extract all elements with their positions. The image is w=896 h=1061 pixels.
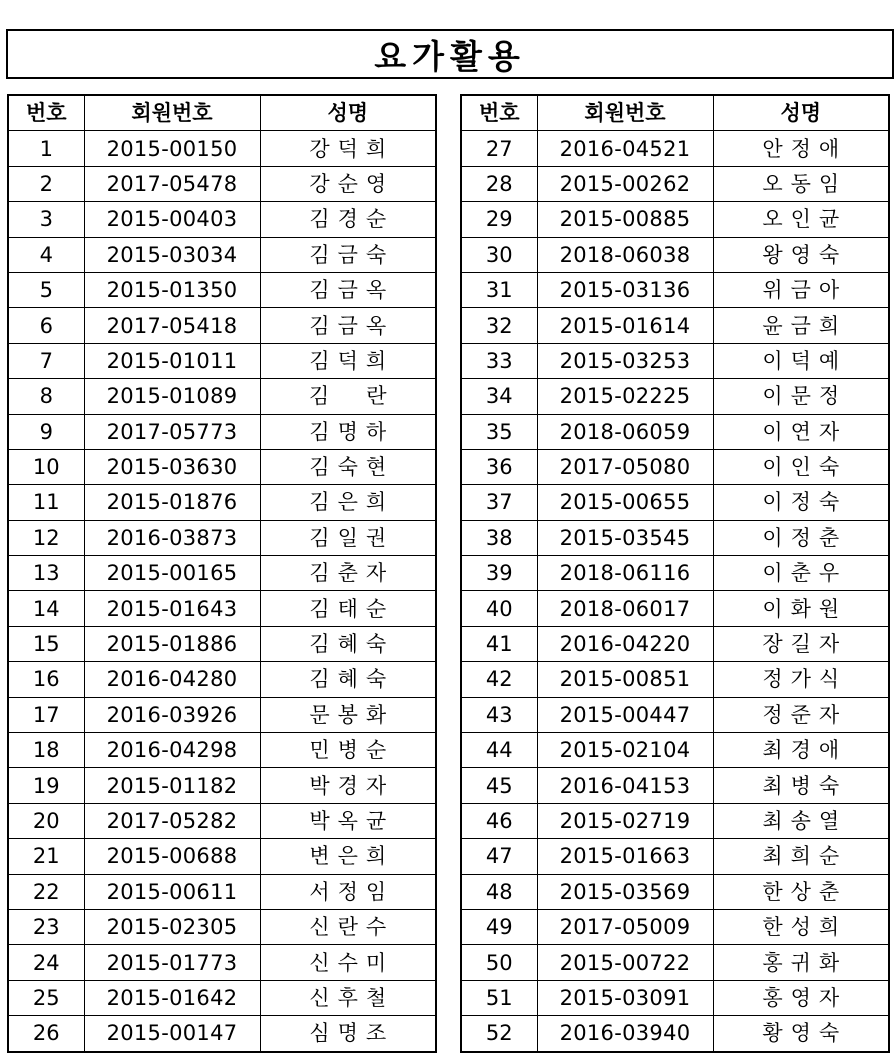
row-number: 44 [461,733,537,768]
table-row [461,591,889,626]
member-id: 2017-05478 [84,166,260,201]
member-id: 2015-01663 [537,839,713,874]
member-id: 2016-04521 [537,131,713,166]
member-name: 박경자 [260,768,436,803]
table-row [8,697,436,732]
member-id: 2016-04280 [84,662,260,697]
member-id: 2016-04153 [537,768,713,803]
row-number: 36 [461,449,537,484]
member-id: 2015-03630 [84,449,260,484]
member-name: 김태순 [260,591,436,626]
member-name: 김금숙 [260,237,436,272]
table-row [461,485,889,520]
member-id: 2015-01089 [84,379,260,414]
member-name: 김은희 [260,485,436,520]
table-row [8,1016,436,1052]
member-name: 신후철 [260,980,436,1015]
header-no: 번호 [461,95,537,131]
member-id: 2015-00885 [537,202,713,237]
header-member-id: 회원번호 [537,95,713,131]
member-name: 강덕희 [260,131,436,166]
member-name: 박옥균 [260,803,436,838]
member-table-left [7,94,437,1053]
member-name: 최송열 [713,803,889,838]
row-number: 22 [8,874,84,909]
row-number: 34 [461,379,537,414]
member-name: 황영숙 [713,1016,889,1052]
member-id: 2015-03091 [537,980,713,1015]
row-number: 40 [461,591,537,626]
member-id: 2015-01876 [84,485,260,520]
row-number: 24 [8,945,84,980]
row-number: 51 [461,980,537,1015]
table-row [8,308,436,343]
member-id: 2015-01642 [84,980,260,1015]
table-row [8,945,436,980]
table-row [8,272,436,307]
table-row [8,980,436,1015]
row-number: 12 [8,520,84,555]
member-table-right [460,94,890,1053]
table-row [461,733,889,768]
row-number: 15 [8,626,84,661]
member-name: 정가식 [713,662,889,697]
member-id: 2017-05009 [537,909,713,944]
row-number: 26 [8,1016,84,1052]
row-number: 39 [461,556,537,591]
member-id: 2015-01011 [84,343,260,378]
table-row [8,733,436,768]
table-row [461,166,889,201]
row-number: 27 [461,131,537,166]
row-number: 30 [461,237,537,272]
member-name: 김숙현 [260,449,436,484]
member-name: 민병순 [260,733,436,768]
member-name: 문봉화 [260,697,436,732]
row-number: 28 [461,166,537,201]
row-number: 10 [8,449,84,484]
member-name: 이인숙 [713,449,889,484]
member-id: 2015-00147 [84,1016,260,1052]
table-row [461,520,889,555]
table-row [461,803,889,838]
table-row [8,485,436,520]
member-name: 이덕예 [713,343,889,378]
member-id: 2017-05080 [537,449,713,484]
member-name: 최희순 [713,839,889,874]
table-row [8,166,436,201]
member-name: 윤금희 [713,308,889,343]
member-id: 2015-01773 [84,945,260,980]
header-name: 성명 [260,95,436,131]
header-no: 번호 [8,95,84,131]
row-number: 37 [461,485,537,520]
member-id: 2015-01614 [537,308,713,343]
member-id: 2015-00851 [537,662,713,697]
member-name: 이연자 [713,414,889,449]
row-number: 17 [8,697,84,732]
row-number: 48 [461,874,537,909]
member-id: 2015-03034 [84,237,260,272]
member-id: 2015-00688 [84,839,260,874]
table-row [8,839,436,874]
row-number: 1 [8,131,84,166]
row-number: 13 [8,556,84,591]
member-name: 신수미 [260,945,436,980]
table-row [461,449,889,484]
member-id: 2016-03926 [84,697,260,732]
row-number: 45 [461,768,537,803]
member-id: 2015-00165 [84,556,260,591]
table-row [461,697,889,732]
table-row [461,202,889,237]
member-id: 2015-00403 [84,202,260,237]
row-number: 21 [8,839,84,874]
member-name: 변은희 [260,839,436,874]
member-id: 2018-06017 [537,591,713,626]
member-name: 오동임 [713,166,889,201]
member-name: 위금아 [713,272,889,307]
table-row [8,449,436,484]
member-name: 한상춘 [713,874,889,909]
table-row [461,272,889,307]
table-row [8,626,436,661]
member-name: 김경순 [260,202,436,237]
table-row [461,556,889,591]
table-row [461,237,889,272]
table-row [8,768,436,803]
row-number: 46 [461,803,537,838]
member-id: 2016-04220 [537,626,713,661]
header-row [8,95,436,131]
row-number: 33 [461,343,537,378]
member-name: 왕영숙 [713,237,889,272]
row-number: 42 [461,662,537,697]
row-number: 35 [461,414,537,449]
member-id: 2015-02719 [537,803,713,838]
member-id: 2015-01886 [84,626,260,661]
member-name: 김혜숙 [260,662,436,697]
row-number: 4 [8,237,84,272]
member-id: 2015-00447 [537,697,713,732]
table-row [8,803,436,838]
table-row [8,379,436,414]
member-name: 김혜숙 [260,626,436,661]
row-number: 16 [8,662,84,697]
table-row [461,308,889,343]
member-name: 이춘우 [713,556,889,591]
table-row [8,131,436,166]
header-name: 성명 [713,95,889,131]
row-number: 47 [461,839,537,874]
member-id: 2015-03136 [537,272,713,307]
table-row [8,414,436,449]
table-row [8,237,436,272]
member-id: 2015-00262 [537,166,713,201]
row-number: 5 [8,272,84,307]
member-id: 2015-03569 [537,874,713,909]
table-row [8,662,436,697]
table-row [461,626,889,661]
table-row [461,662,889,697]
member-name: 김춘자 [260,556,436,591]
member-id: 2018-06038 [537,237,713,272]
header-member-id: 회원번호 [84,95,260,131]
row-number: 41 [461,626,537,661]
row-number: 38 [461,520,537,555]
table-row [461,980,889,1015]
member-name: 이정숙 [713,485,889,520]
member-id: 2015-03253 [537,343,713,378]
row-number: 25 [8,980,84,1015]
member-name: 오인균 [713,202,889,237]
table-row [461,839,889,874]
member-name: 이문정 [713,379,889,414]
row-number: 31 [461,272,537,307]
table-row [8,520,436,555]
row-number: 2 [8,166,84,201]
member-id: 2015-03545 [537,520,713,555]
row-number: 50 [461,945,537,980]
table-row [461,909,889,944]
member-id: 2015-00150 [84,131,260,166]
title-box [6,29,894,79]
member-name: 이화원 [713,591,889,626]
table-row [8,556,436,591]
member-name: 신란수 [260,909,436,944]
member-id: 2015-01182 [84,768,260,803]
header-row [461,95,889,131]
member-id: 2015-02225 [537,379,713,414]
table-row [461,379,889,414]
table-row [8,874,436,909]
member-id: 2017-05282 [84,803,260,838]
member-name: 김금옥 [260,308,436,343]
table-row [461,1016,889,1052]
table-row [461,874,889,909]
table-row [461,131,889,166]
member-id: 2018-06116 [537,556,713,591]
member-id: 2015-02305 [84,909,260,944]
row-number: 20 [8,803,84,838]
row-number: 6 [8,308,84,343]
member-name: 김덕희 [260,343,436,378]
member-name: 김일권 [260,520,436,555]
member-id: 2017-05418 [84,308,260,343]
row-number: 18 [8,733,84,768]
table-row [461,945,889,980]
page-title: 요가활용 [374,36,526,76]
row-number: 43 [461,697,537,732]
row-number: 19 [8,768,84,803]
member-name: 최병숙 [713,768,889,803]
row-number: 29 [461,202,537,237]
member-name: 장길자 [713,626,889,661]
row-number: 11 [8,485,84,520]
member-id: 2016-03940 [537,1016,713,1052]
member-name: 최경애 [713,733,889,768]
row-number: 49 [461,909,537,944]
member-id: 2015-01350 [84,272,260,307]
row-number: 32 [461,308,537,343]
member-id: 2017-05773 [84,414,260,449]
member-id: 2018-06059 [537,414,713,449]
table-row [8,591,436,626]
member-id: 2015-00655 [537,485,713,520]
member-name: 심명조 [260,1016,436,1052]
member-name: 김명하 [260,414,436,449]
member-name: 홍귀화 [713,945,889,980]
row-number: 23 [8,909,84,944]
row-number: 7 [8,343,84,378]
member-name: 정준자 [713,697,889,732]
table-row [8,909,436,944]
member-name: 안정애 [713,131,889,166]
row-number: 8 [8,379,84,414]
member-name: 강순영 [260,166,436,201]
table-row [461,343,889,378]
member-id: 2015-02104 [537,733,713,768]
member-name: 김 란 [260,379,436,414]
member-id: 2015-00722 [537,945,713,980]
table-row [461,414,889,449]
table-row [8,343,436,378]
member-name: 한성희 [713,909,889,944]
member-name: 이정춘 [713,520,889,555]
member-id: 2016-04298 [84,733,260,768]
member-id: 2015-00611 [84,874,260,909]
row-number: 9 [8,414,84,449]
row-number: 3 [8,202,84,237]
member-id: 2015-01643 [84,591,260,626]
member-name: 홍영자 [713,980,889,1015]
table-row [8,202,436,237]
row-number: 14 [8,591,84,626]
member-name: 서정임 [260,874,436,909]
member-id: 2016-03873 [84,520,260,555]
row-number: 52 [461,1016,537,1052]
member-name: 김금옥 [260,272,436,307]
table-row [461,768,889,803]
